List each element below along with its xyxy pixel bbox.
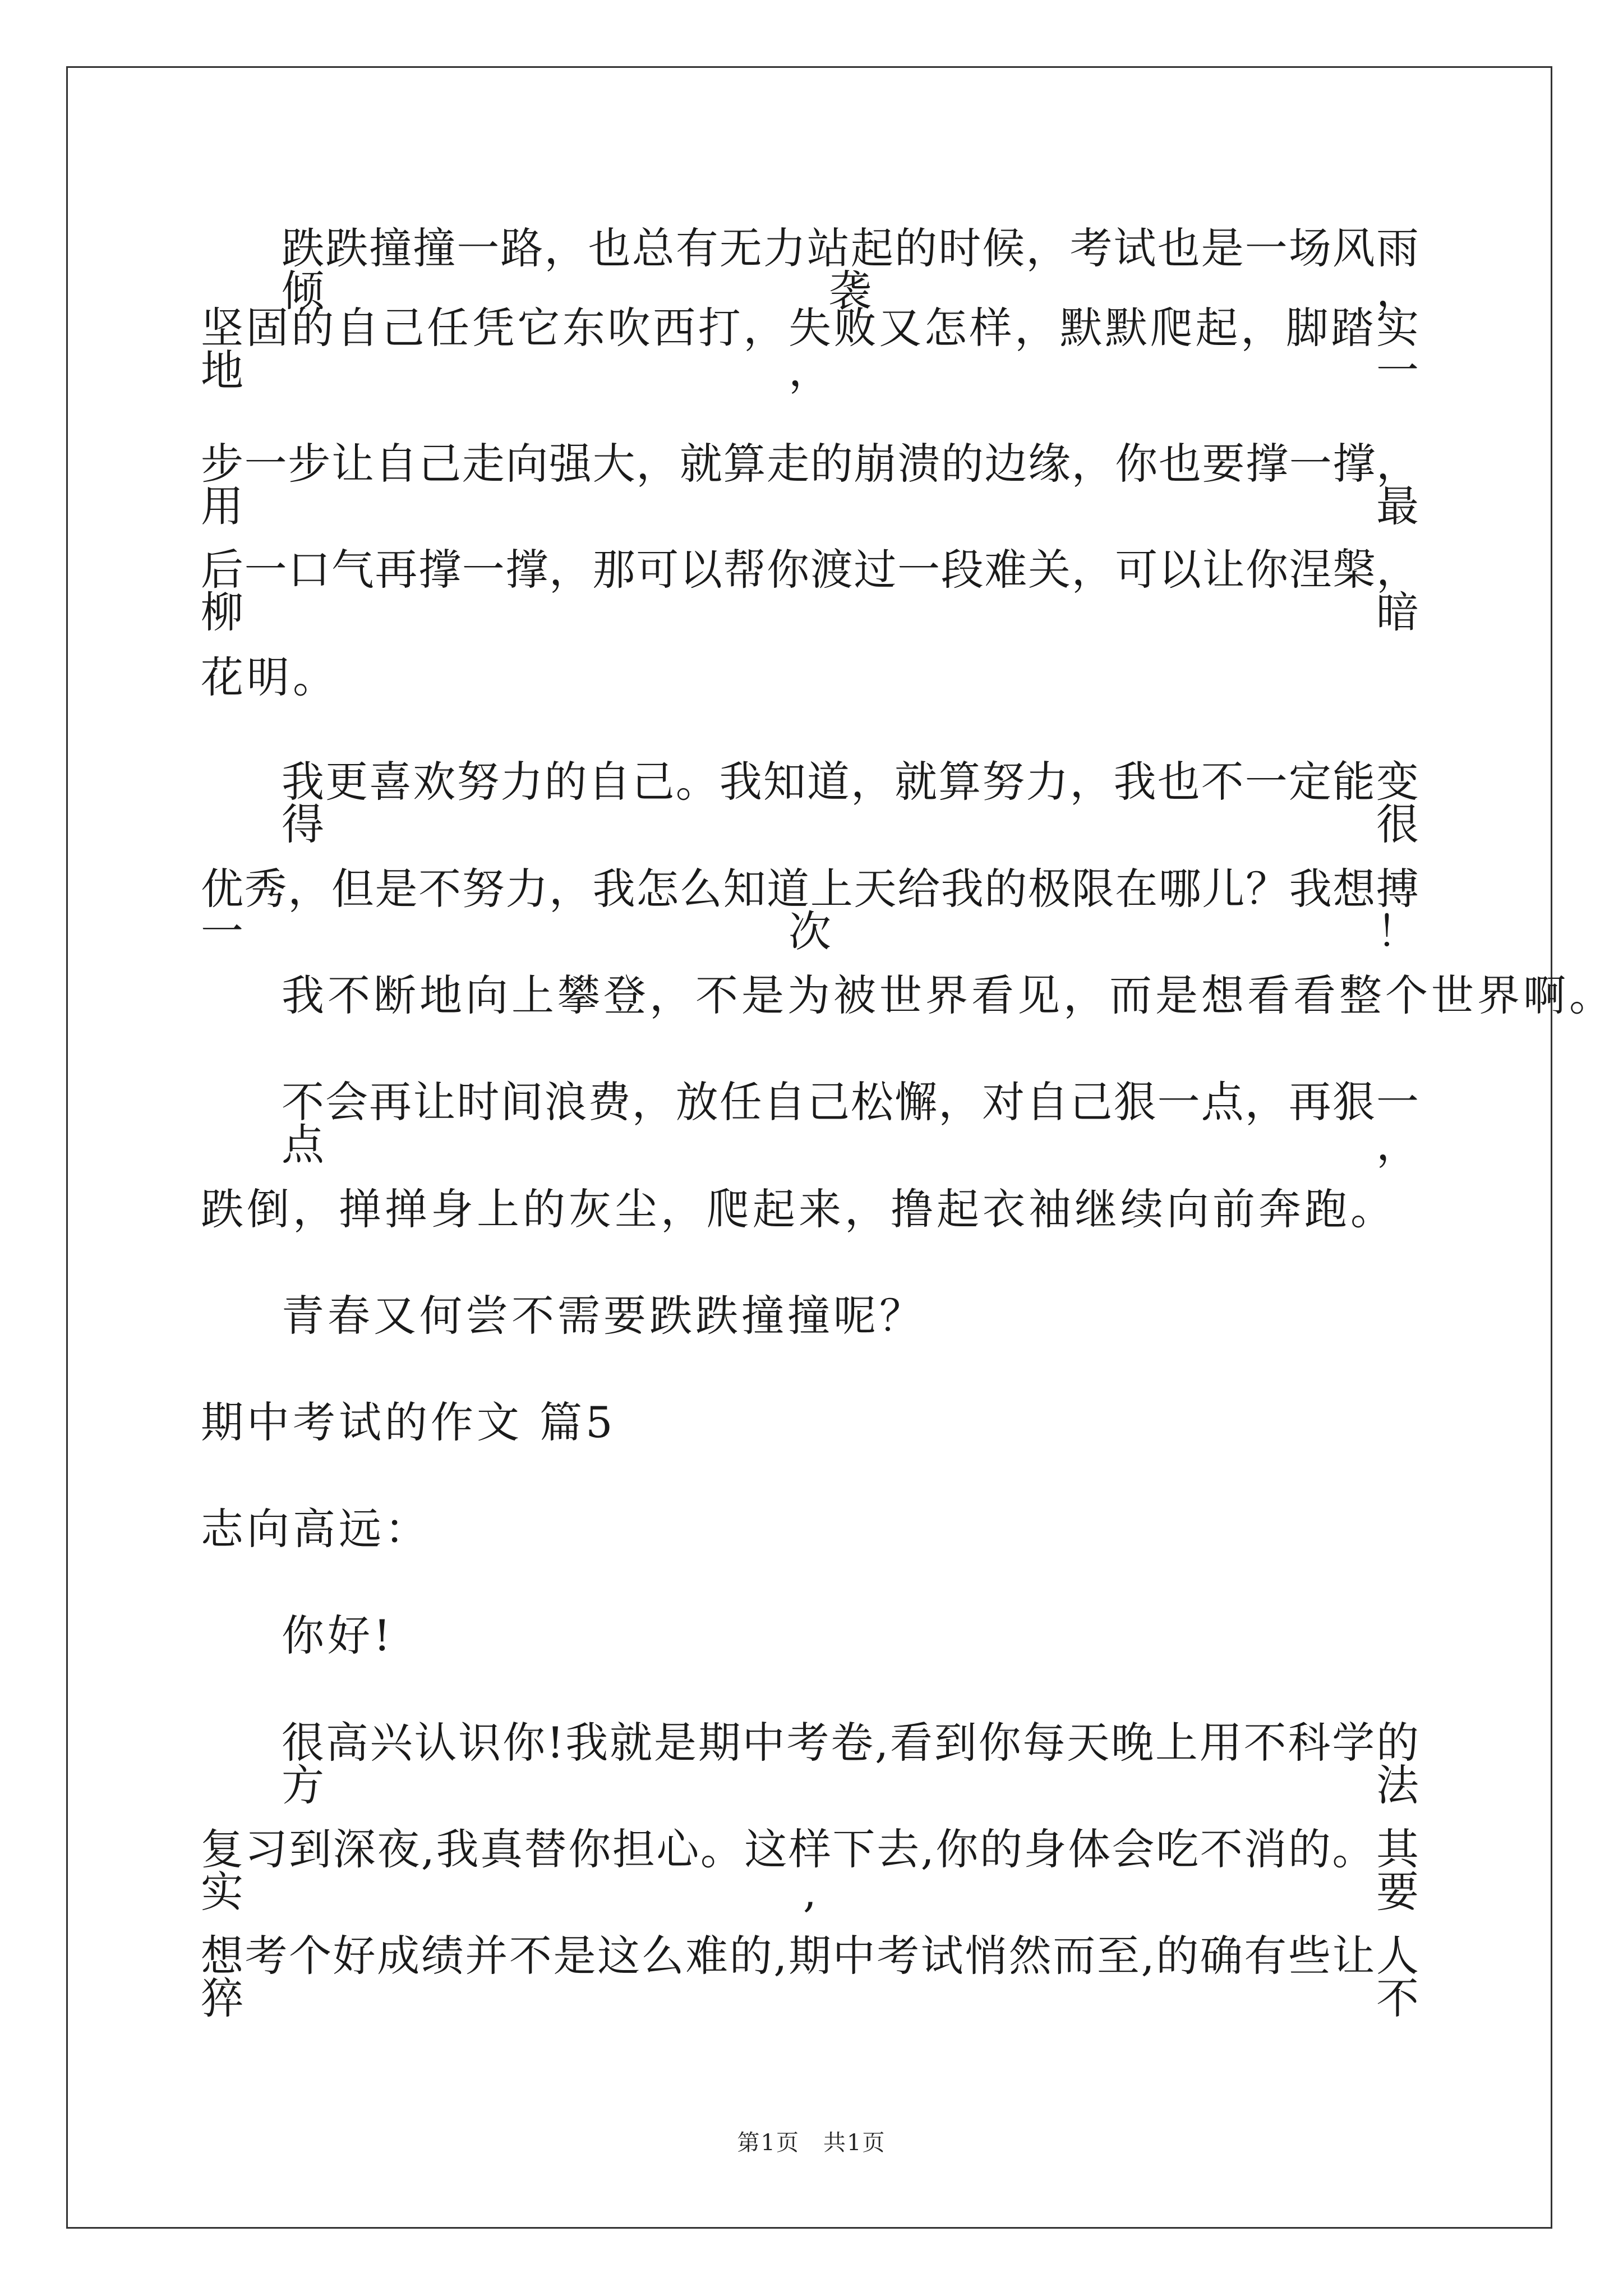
letter-greeting: 你好! <box>282 1611 394 1660</box>
paragraph-line: 很高兴认识你!我就是期中考卷,看到你每天晚上用不科学的方法 <box>282 1718 1419 1810</box>
paragraph-line: 跌跌撞撞一路，也总有无力站起的时候，考试也是一场风雨倾袭， <box>282 223 1419 316</box>
paragraph-line: 优秀，但是不努力，我怎么知道上天给我的极限在哪儿？我想搏一次！ <box>201 864 1419 956</box>
page-footer: 第1页 共1页 <box>737 2130 886 2156</box>
paragraph-line: 我不断地向上攀登，不是为被世界看见，而是想看看整个世界啊。 <box>282 970 1615 1020</box>
paragraph-line: 坚固的自己任凭它东吹西打，失败又怎样，默默爬起，脚踏实地，一 <box>201 303 1419 395</box>
paragraph-line: 青春又何尝不需要跌跌撞撞呢？ <box>282 1291 925 1341</box>
paragraph-line: 花明。 <box>201 652 339 702</box>
paragraph-line: 步一步让自己走向强大，就算走的崩溃的边缘，你也要撑一撑，用最 <box>201 439 1419 531</box>
paragraph-line: 想考个好成绩并不是这么难的,期中考试悄然而至,的确有些让人猝不 <box>201 1931 1419 2023</box>
paragraph-line: 跌倒，掸掸身上的灰尘，爬起来，撸起衣袖继续向前奔跑。 <box>201 1184 1396 1234</box>
paragraph-line: 后一口气再撑一撑，那可以帮你渡过一段难关，可以让你涅槃，柳暗 <box>201 545 1419 637</box>
paragraph-line: 不会再让时间浪费，放任自己松懈，对自己狠一点，再狠一点， <box>282 1077 1419 1170</box>
section-heading: 期中考试的作文 篇5 <box>201 1397 616 1447</box>
paragraph-line: 复习到深夜,我真替你担心。这样下去,你的身体会吃不消的。其实,要 <box>201 1824 1419 1917</box>
letter-salutation: 志向高远： <box>201 1504 431 1554</box>
paragraph-line: 我更喜欢努力的自己。我知道，就算努力，我也不一定能变得很 <box>282 757 1419 849</box>
